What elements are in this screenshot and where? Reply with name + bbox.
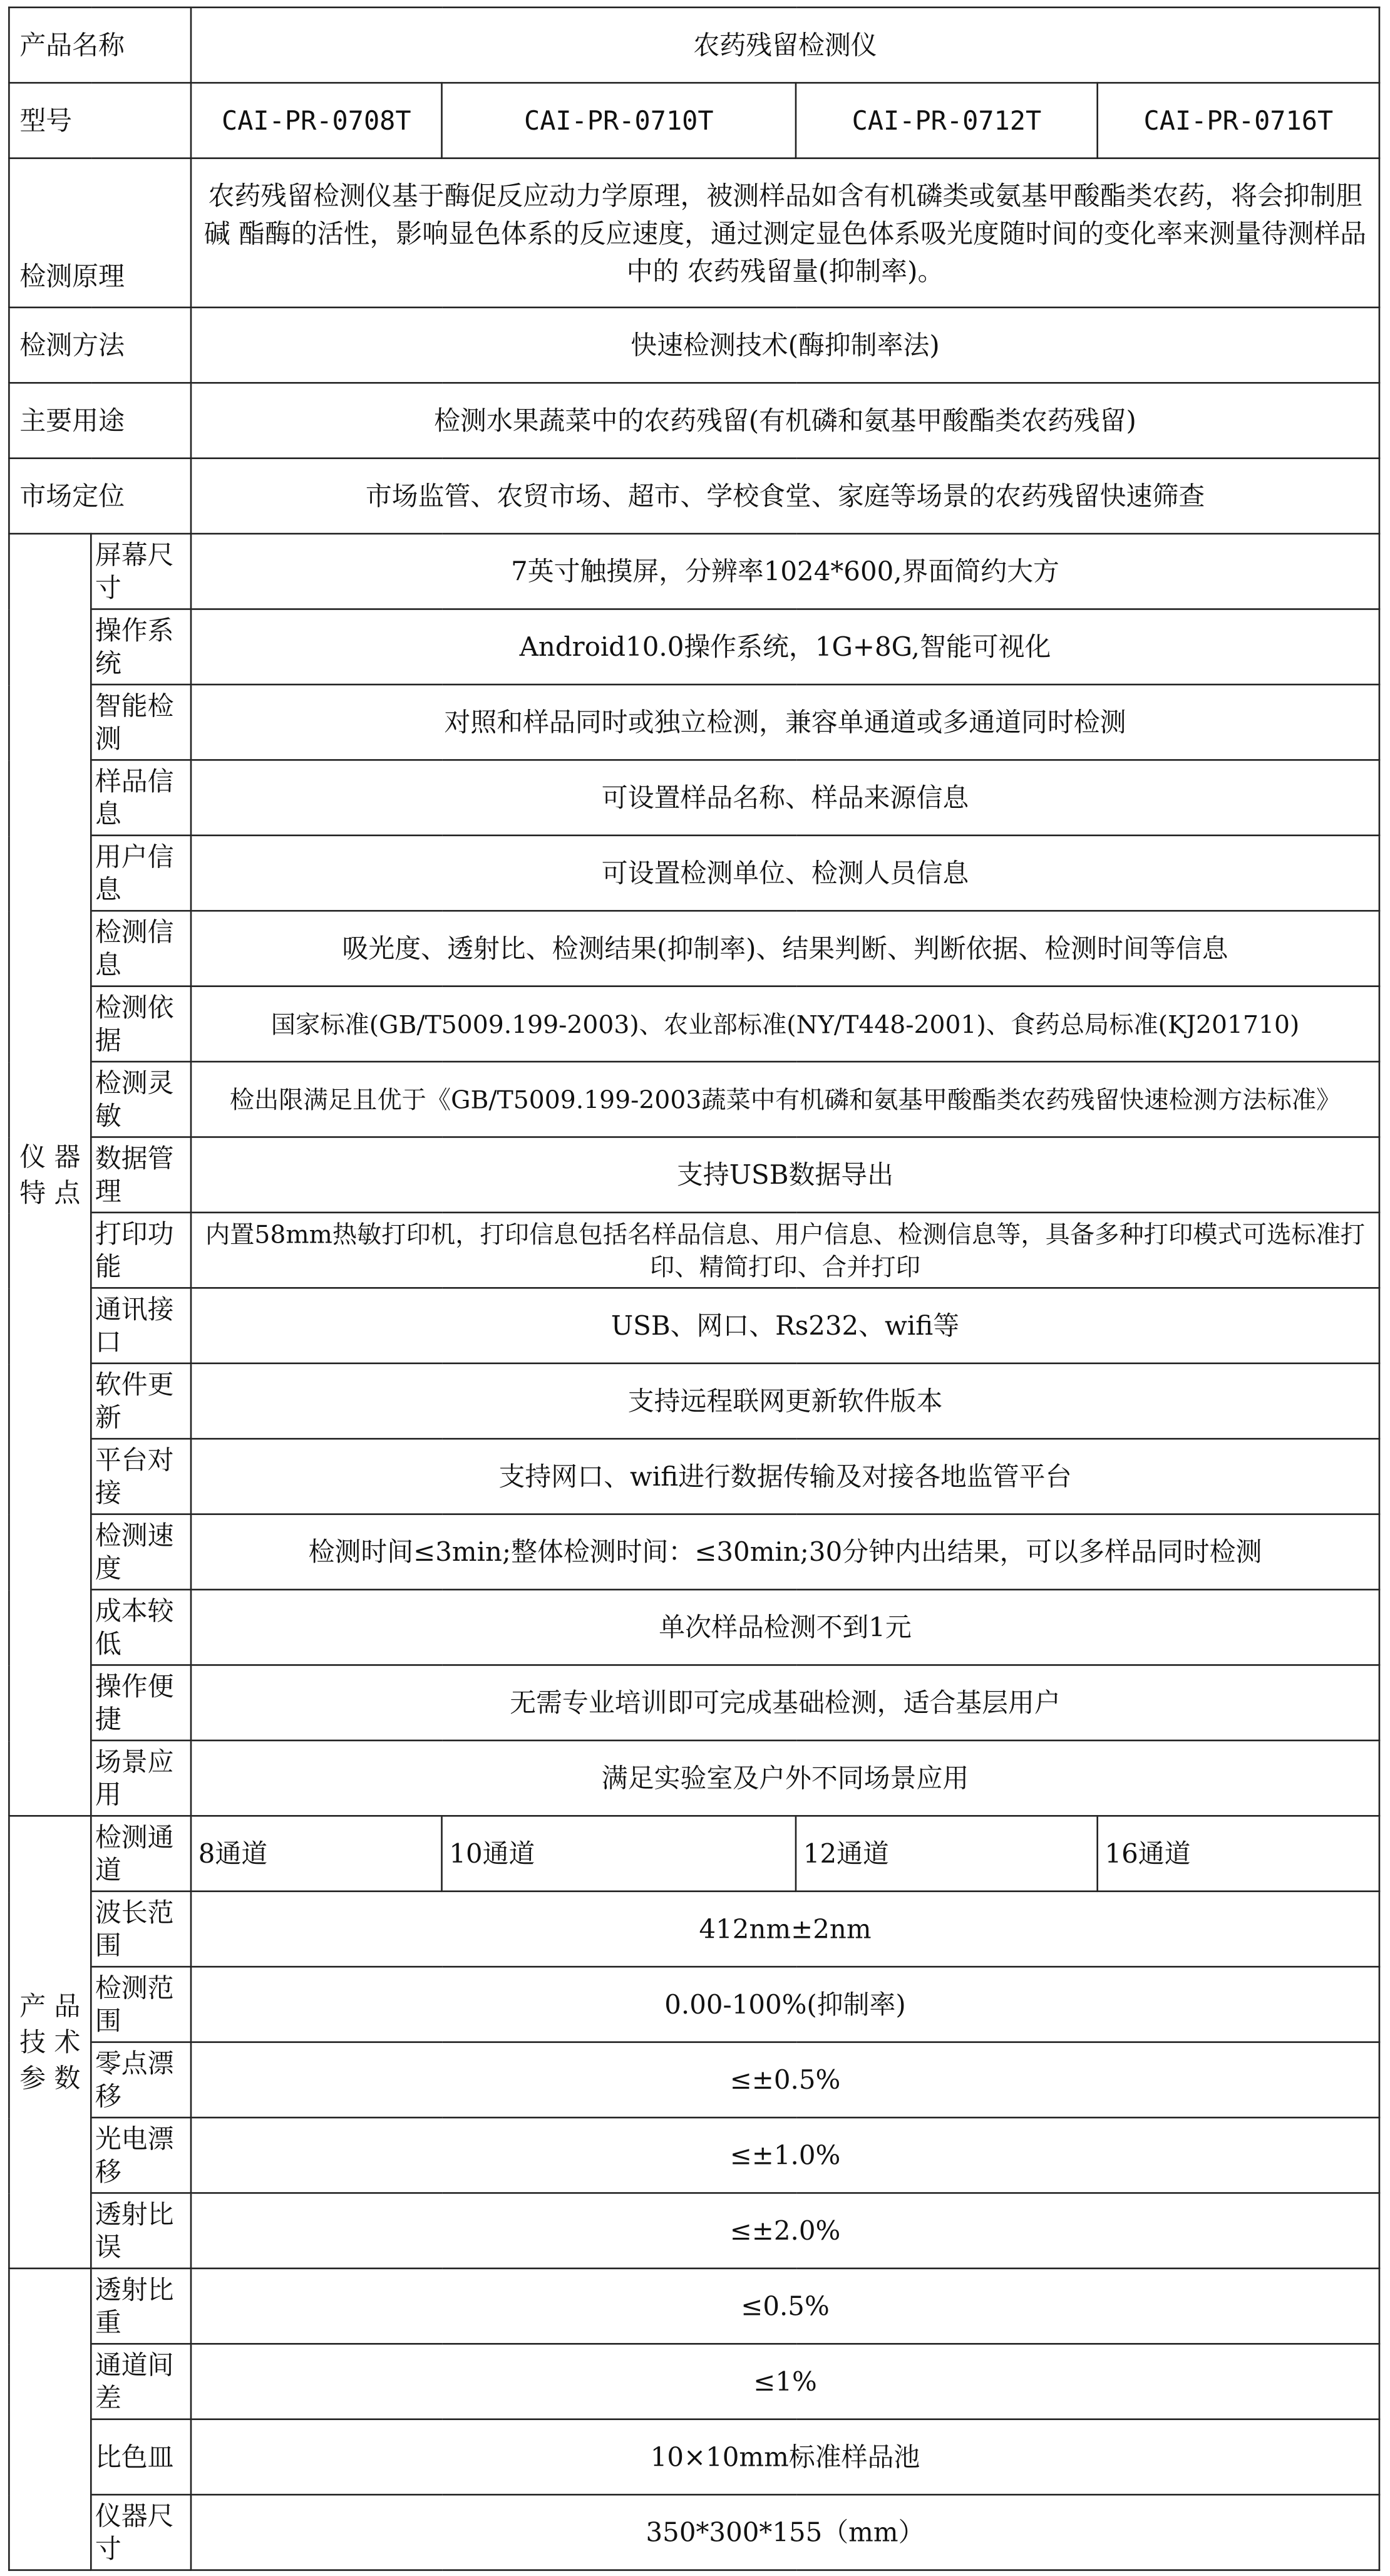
channel-row (9, 1816, 1379, 1891)
extra-label: 仪器尺寸 (91, 2495, 191, 2570)
feature-row (9, 1741, 1379, 1816)
product-label: 产品名称 (9, 8, 191, 83)
feature-label: 检测依据 (91, 986, 191, 1062)
feature-text: 可设置检测单位、检测人员信息 (191, 835, 1379, 911)
param-row (9, 2118, 1379, 2193)
feature-label: 场景应用 (91, 1741, 191, 1816)
feature-text: 7英寸触摸屏，分辨率1024*600,界面简约大方 (191, 534, 1379, 609)
param-label: 检测范围 (91, 1967, 191, 2042)
market-row (9, 458, 1379, 534)
feature-row (9, 1439, 1379, 1514)
extra-value: 350*300*155（mm） (191, 2495, 1379, 2570)
feature-row (9, 1665, 1379, 1740)
channel-cell: 10通道 (442, 1816, 796, 1891)
method-text: 快速检测技术(酶抑制率法) (191, 308, 1379, 383)
feature-label: 数据管理 (91, 1137, 191, 1213)
feature-text: 支持远程联网更新软件版本 (191, 1363, 1379, 1439)
usage-row (9, 383, 1379, 458)
feature-label: 操作便捷 (91, 1665, 191, 1740)
feature-text: 可设置样品名称、样品来源信息 (191, 760, 1379, 835)
feature-row (9, 986, 1379, 1062)
feature-text: 检出限满足且优于《GB/T5009.199-2003蔬菜中有机磷和氨基甲酸酯类农药残留快速检测方法标准》 (191, 1062, 1379, 1137)
extra-value: ≤0.5% (191, 2268, 1379, 2344)
extra-value: ≤1% (191, 2344, 1379, 2419)
extra-row (9, 2344, 1379, 2419)
feature-label: 用户信息 (91, 835, 191, 911)
param-value: ≤±0.5% (191, 2042, 1379, 2118)
param-value: 0.00-100%(抑制率) (191, 1967, 1379, 2042)
feature-label: 检测信息 (91, 911, 191, 986)
feature-text: 吸光度、透射比、检测结果(抑制率)、结果判断、判断依据、检测时间等信息 (191, 911, 1379, 986)
param-label: 波长范围 (91, 1891, 191, 1967)
principle-label: 检测原理 (9, 158, 191, 308)
feature-text: USB、网口、Rs232、wifi等 (191, 1288, 1379, 1363)
usage-text: 检测水果蔬菜中的农药残留(有机磷和氨基甲酸酯类农药残留) (191, 383, 1379, 458)
feature-label: 打印功能 (91, 1213, 191, 1288)
param-value: 412nm±2nm (191, 1891, 1379, 1967)
channel-label: 检测通道 (91, 1816, 191, 1891)
channel-cell: 12通道 (796, 1816, 1098, 1891)
extra-value: 10×10mm标准样品池 (191, 2419, 1379, 2495)
usage-label: 主要用途 (9, 383, 191, 458)
features-group-label: 仪 器 特 点 (9, 534, 91, 1816)
feature-row (9, 1288, 1379, 1363)
feature-label: 平台对接 (91, 1439, 191, 1514)
feature-row (9, 911, 1379, 986)
feature-text: Android10.0操作系统，1G+8G,智能可视化 (191, 609, 1379, 685)
feature-row (9, 534, 1379, 609)
feature-text: 满足实验室及户外不同场景应用 (191, 1741, 1379, 1816)
model-cell: CAI-PR-0712T (796, 83, 1098, 158)
feature-text: 内置58mm热敏打印机，打印信息包括名样品信息、用户信息、检测信息等，具备多种打印模式可选标准打印、精简打印、合并打印 (191, 1213, 1379, 1288)
feature-label: 检测灵敏 (91, 1062, 191, 1137)
param-row (9, 2193, 1379, 2268)
feature-label: 样品信息 (91, 760, 191, 835)
principle-row (9, 158, 1379, 308)
feature-label: 屏幕尺寸 (91, 534, 191, 609)
feature-row (9, 1213, 1379, 1288)
model-row (9, 83, 1379, 158)
extra-row (9, 2268, 1379, 2344)
product-row (9, 8, 1379, 83)
channel-cell: 8通道 (191, 1816, 442, 1891)
feature-row (9, 760, 1379, 835)
extra-label: 比色皿 (91, 2419, 191, 2495)
channel-cell: 16通道 (1098, 1816, 1379, 1891)
extra-label: 通道间差 (91, 2344, 191, 2419)
feature-row (9, 1062, 1379, 1137)
feature-label: 软件更新 (91, 1363, 191, 1439)
feature-label: 操作系统 (91, 609, 191, 685)
feature-label: 智能检测 (91, 685, 191, 760)
param-row (9, 1967, 1379, 2042)
model-cell: CAI-PR-0708T (191, 83, 442, 158)
feature-row (9, 835, 1379, 911)
params-group-label: 产 品 技 术 参 数 (9, 1816, 91, 2268)
param-value: ≤±1.0% (191, 2118, 1379, 2193)
spec-table (8, 6, 1380, 2570)
model-cell: CAI-PR-0716T (1098, 83, 1379, 158)
extra-row (9, 2495, 1379, 2570)
feature-text: 对照和样品同时或独立检测，兼容单通道或多通道同时检测 (191, 685, 1379, 760)
extra-row (9, 2419, 1379, 2495)
feature-text: 单次样品检测不到1元 (191, 1590, 1379, 1665)
param-label: 零点漂移 (91, 2042, 191, 2118)
extra-group-cell (9, 2268, 91, 2570)
feature-row (9, 1363, 1379, 1439)
method-row (9, 308, 1379, 383)
feature-row (9, 685, 1379, 760)
param-value: ≤±2.0% (191, 2193, 1379, 2268)
feature-label: 成本较低 (91, 1590, 191, 1665)
param-row (9, 1891, 1379, 1967)
feature-row (9, 1137, 1379, 1213)
feature-row (9, 1514, 1379, 1590)
market-label: 市场定位 (9, 458, 191, 534)
param-label: 透射比误 (91, 2193, 191, 2268)
product-name: 农药残留检测仪 (191, 8, 1379, 83)
feature-row (9, 609, 1379, 685)
principle-text: 农药残留检测仪基于酶促反应动力学原理，被测样品如含有机磷类或氨基甲酸酯类农药，将会抑制胆碱 酯酶的活性，影响显色体系的反应速度，通过测定显色体系吸光度随时间的变化率来测量待测样品中的 农药残留量(抑制率)。 (191, 158, 1379, 308)
method-label: 检测方法 (9, 308, 191, 383)
param-label: 光电漂移 (91, 2118, 191, 2193)
model-cell: CAI-PR-0710T (442, 83, 796, 158)
feature-text: 无需专业培训即可完成基础检测，适合基层用户 (191, 1665, 1379, 1740)
feature-row (9, 1590, 1379, 1665)
market-text: 市场监管、农贸市场、超市、学校食堂、家庭等场景的农药残留快速筛查 (191, 458, 1379, 534)
param-row (9, 2042, 1379, 2118)
extra-label: 透射比重 (91, 2268, 191, 2344)
feature-label: 通讯接口 (91, 1288, 191, 1363)
feature-text: 国家标准(GB/T5009.199-2003)、农业部标准(NY/T448-2001)、食药总局标准(KJ201710) (191, 986, 1379, 1062)
model-label: 型号 (9, 83, 191, 158)
feature-text: 检测时间≤3min;整体检测时间：≤30min;30分钟内出结果，可以多样品同时检测 (191, 1514, 1379, 1590)
feature-label: 检测速度 (91, 1514, 191, 1590)
feature-text: 支持网口、wifi进行数据传输及对接各地监管平台 (191, 1439, 1379, 1514)
feature-text: 支持USB数据导出 (191, 1137, 1379, 1213)
